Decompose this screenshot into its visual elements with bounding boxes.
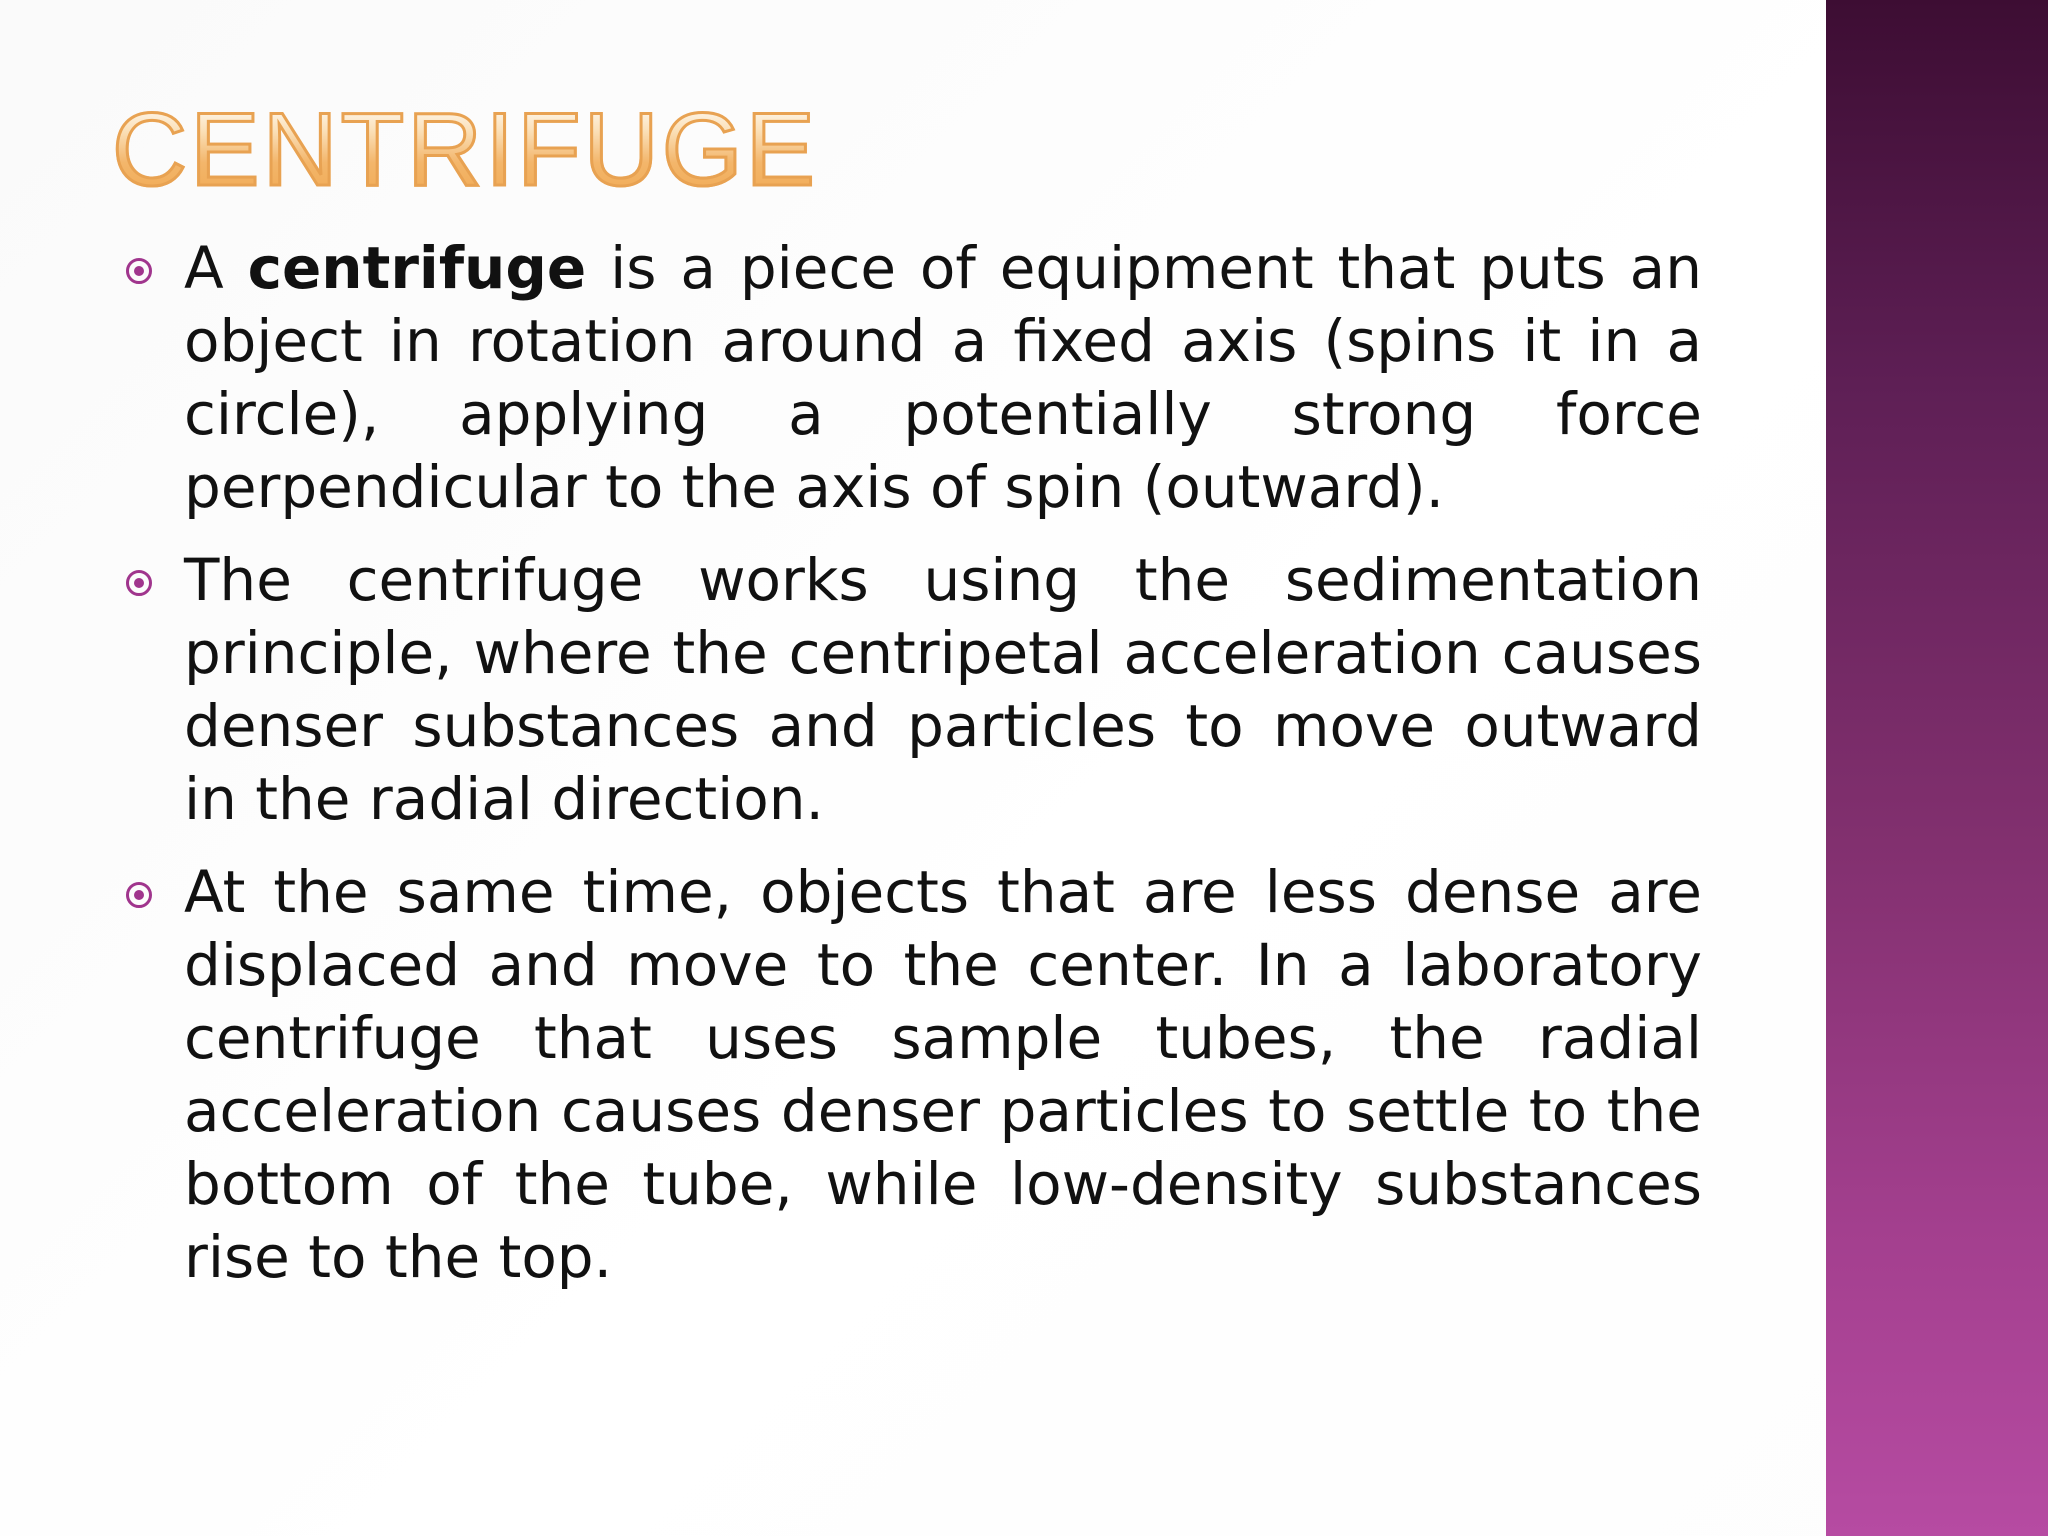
bullet-item-principle	[122, 544, 1702, 836]
bullet-text-rest: is a piece of equipment that puts an object in rotation around a fixed axis (spins it in a circle), applying a potentially strong force perpendicular to the axis of spin (outward).	[184, 234, 1702, 521]
bullet-circle-icon	[126, 882, 152, 908]
slide-title: CENTRIFUGE	[112, 92, 818, 208]
bullet-circle-icon	[126, 258, 152, 284]
bullet-bold-term: centrifuge	[247, 234, 587, 302]
bullet-circle-icon	[126, 570, 152, 596]
bullet-item-definition	[122, 232, 1702, 524]
bullet-text: The centrifuge works using the sedimentation principle, where the centripetal acceleration causes denser substances and particles to move outward in the radial direction.	[184, 546, 1702, 833]
bullet-text-lead: A	[184, 234, 248, 302]
bullet-item-less-dense	[122, 856, 1702, 1294]
bullet-text: At the same time, objects that are less dense are displaced and move to the center. In a laboratory centrifuge that uses sample tubes, the radial acceleration causes denser particles to settle to the bottom of the tube, while low-density substances rise to the top.	[184, 858, 1702, 1291]
bullet-list	[122, 232, 1702, 1314]
decorative-side-band	[1826, 0, 2048, 1536]
